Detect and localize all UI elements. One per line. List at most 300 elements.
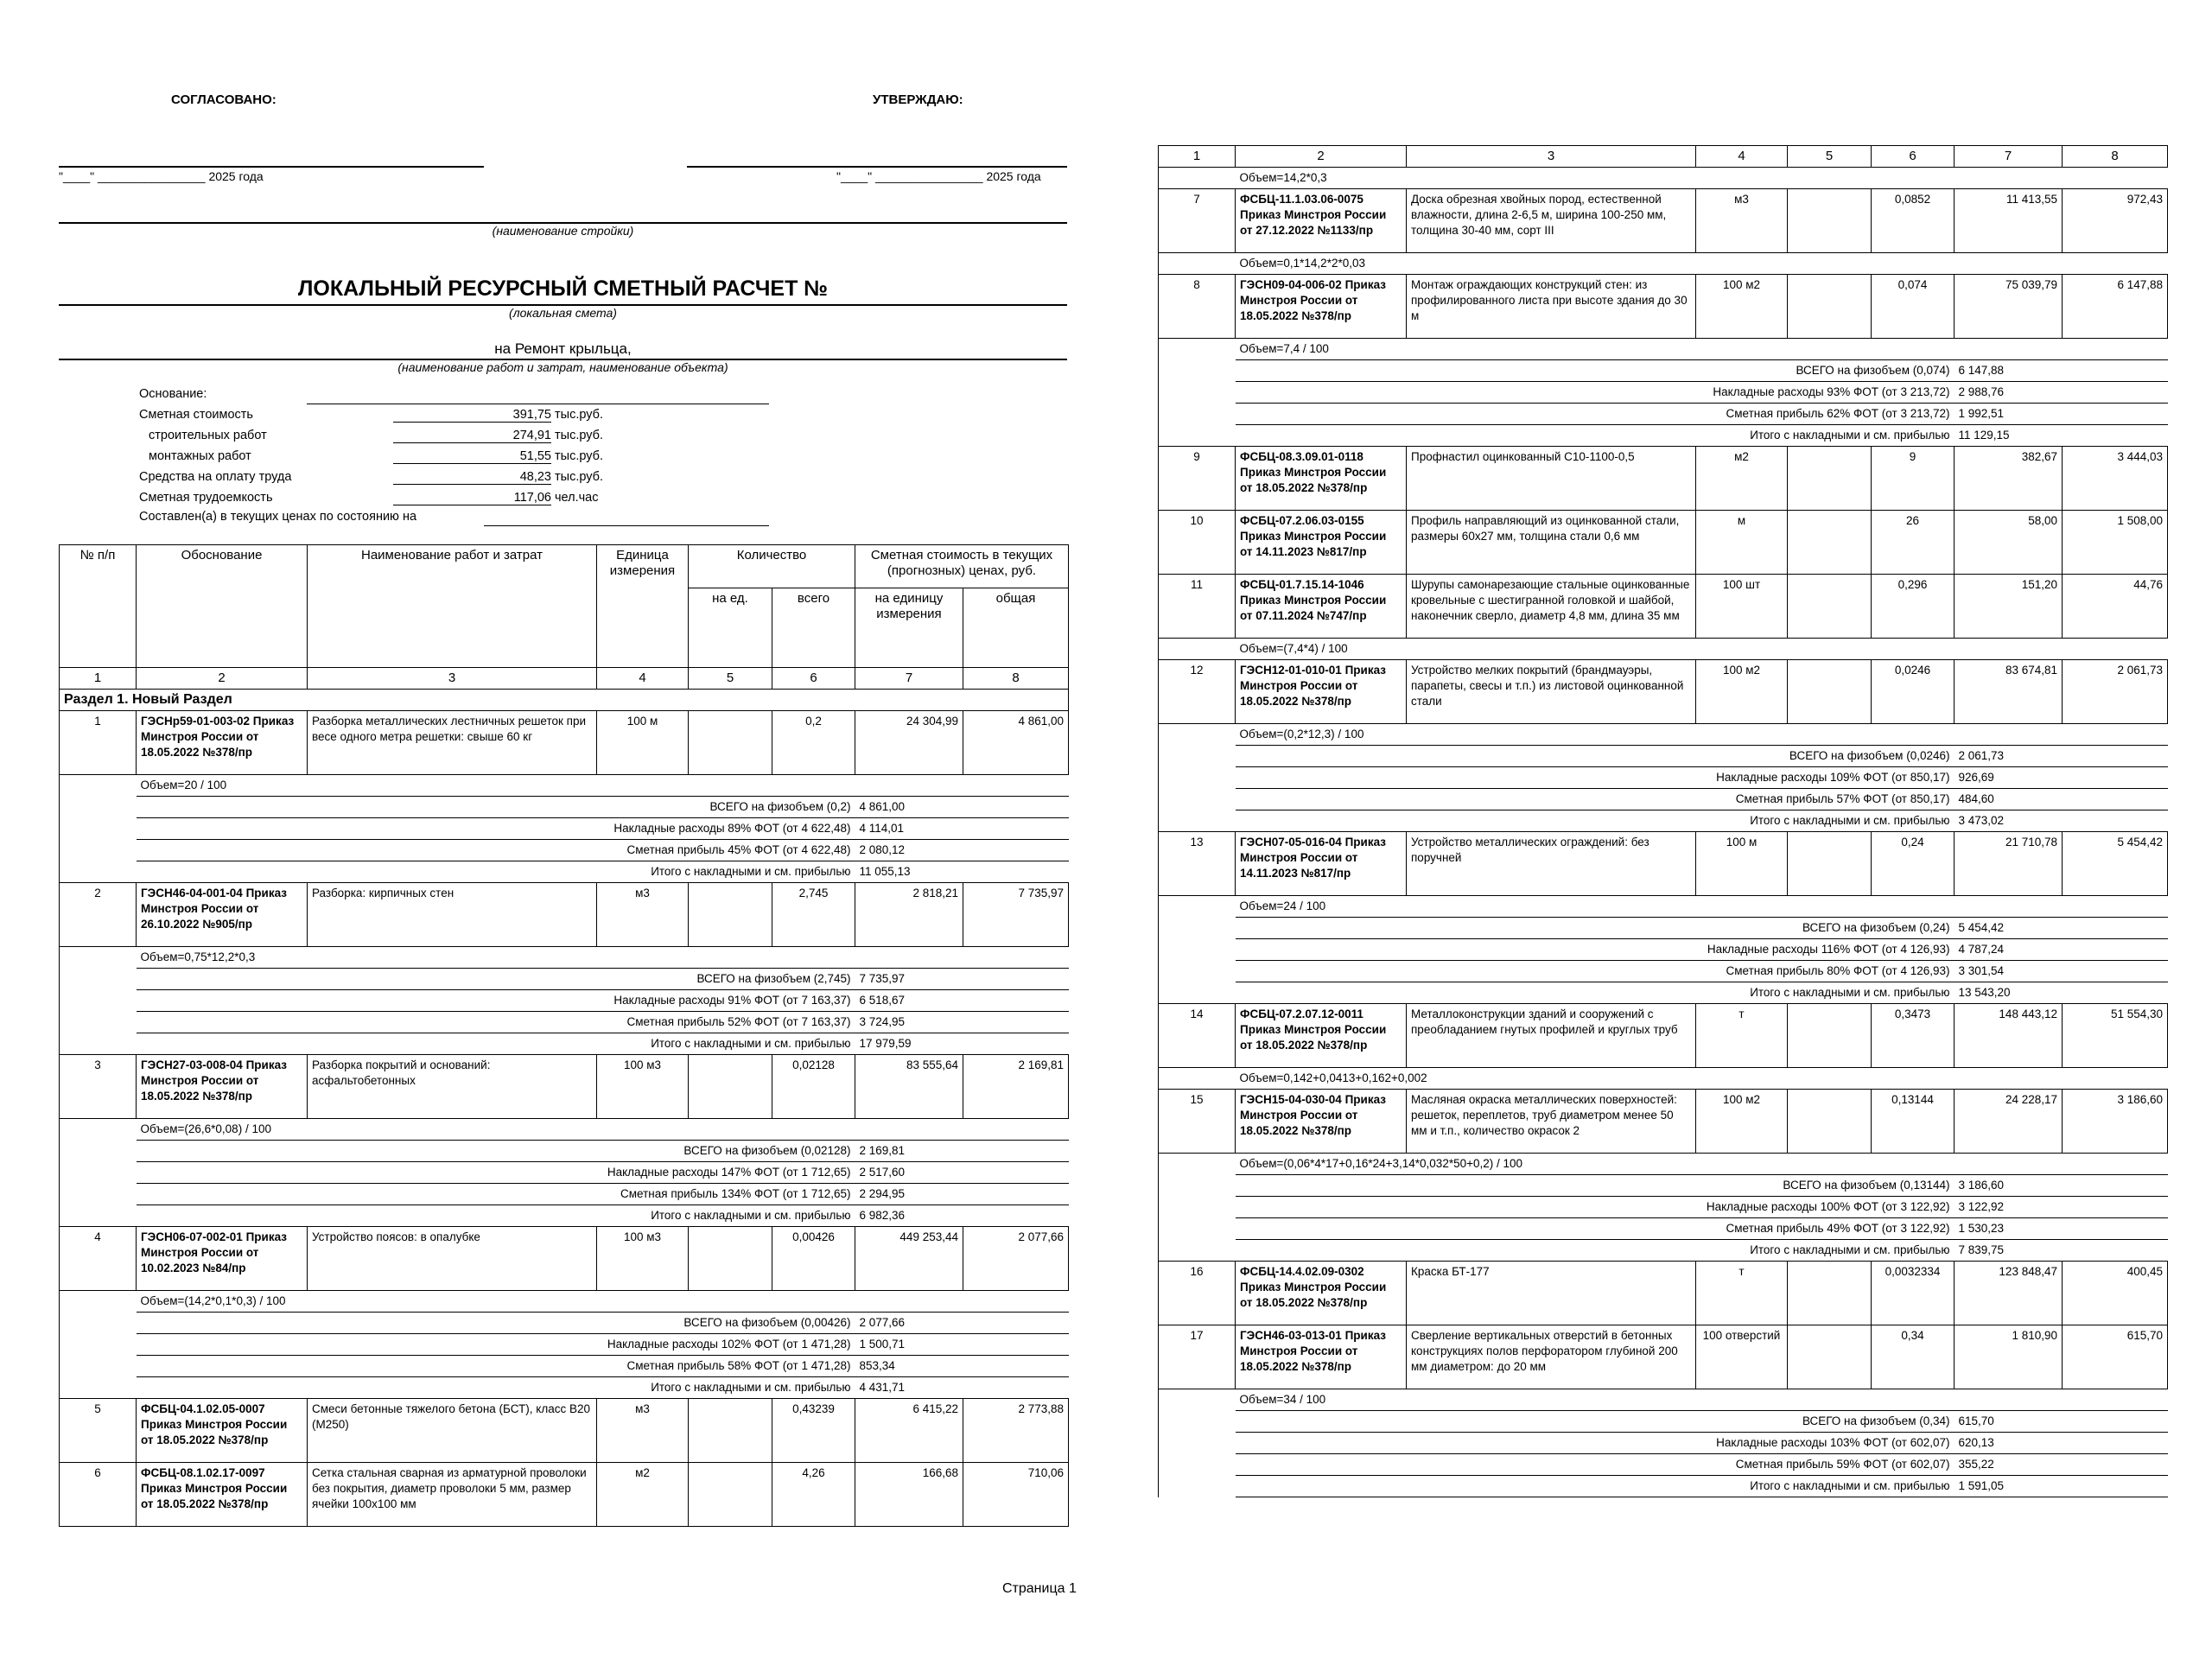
total-tail xyxy=(2063,746,2168,767)
column-number: 5 xyxy=(689,668,772,690)
total-row xyxy=(60,1356,1069,1377)
approve-label: УТВЕРЖДАЮ: xyxy=(873,92,963,107)
item-qty-per xyxy=(1788,1262,1872,1325)
total-tail xyxy=(2063,1454,2168,1476)
volume-text: Объем=7,4 / 100 xyxy=(1236,339,2168,360)
cost-unit: тыс.руб. xyxy=(555,408,603,422)
volume-lead xyxy=(1159,253,1236,275)
document-title: ЛОКАЛЬНЫЙ РЕСУРСНЫЙ СМЕТНЫЙ РАСЧЕТ № xyxy=(297,276,829,301)
header-qty: Количество xyxy=(689,545,855,588)
total-tail xyxy=(963,1033,1069,1055)
item-number: 11 xyxy=(1159,575,1236,639)
total-tail xyxy=(2063,1197,2168,1218)
item-unit: м3 xyxy=(597,1399,689,1463)
total-tail xyxy=(963,797,1069,818)
table-row xyxy=(1159,189,2168,253)
volume-lead xyxy=(60,775,137,883)
column-number: 2 xyxy=(137,668,308,690)
item-qty-total: 26 xyxy=(1872,511,1955,575)
header-cost-total: общая xyxy=(963,588,1069,668)
item-qty-per xyxy=(1788,1004,1872,1068)
mounting-unit: тыс.руб. xyxy=(555,449,603,463)
total-row xyxy=(60,1205,1069,1227)
item-qty-per xyxy=(689,1463,772,1527)
total-label: Итого с накладными и см. прибылью xyxy=(1236,1476,1955,1497)
total-label: ВСЕГО на физобъем (0,2) xyxy=(137,797,855,818)
item-price: 382,67 xyxy=(1955,447,2063,511)
total-tail xyxy=(2063,767,2168,789)
total-tail xyxy=(2063,1218,2168,1240)
table-row xyxy=(60,883,1069,947)
total-value: 2 080,12 xyxy=(855,840,963,861)
table-row xyxy=(1159,1262,2168,1325)
total-tail xyxy=(2063,918,2168,939)
item-price: 123 848,47 xyxy=(1955,1262,2063,1325)
volume-row xyxy=(1159,896,2168,918)
item-qty-per xyxy=(1788,832,1872,896)
total-label: ВСЕГО на физобъем (0,34) xyxy=(1236,1411,1955,1433)
table-row xyxy=(1159,511,2168,575)
item-basis: ГЭСН15-04-030-04 Приказ Минстроя России от 18.05.2022 №378/пр xyxy=(1236,1090,1407,1154)
cost-value: 391,75 xyxy=(393,408,551,423)
item-price: 2 818,21 xyxy=(855,883,963,947)
total-value: 6 518,67 xyxy=(855,990,963,1012)
total-label: Сметная прибыль 134% ФОТ (от 1 712,65) xyxy=(137,1184,855,1205)
volume-row xyxy=(1159,168,2168,189)
total-label: Сметная прибыль 62% ФОТ (от 3 213,72) xyxy=(1236,404,1955,425)
total-row xyxy=(1159,360,2168,382)
item-number: 9 xyxy=(1159,447,1236,511)
total-tail xyxy=(2063,810,2168,832)
total-value: 615,70 xyxy=(1955,1411,2063,1433)
total-value: 4 787,24 xyxy=(1955,939,2063,961)
total-label: ВСЕГО на физобъем (2,745) xyxy=(137,969,855,990)
item-qty-total: 4,26 xyxy=(772,1463,855,1527)
total-label: Накладные расходы 147% ФОТ (от 1 712,65) xyxy=(137,1162,855,1184)
total-value: 3 473,02 xyxy=(1955,810,2063,832)
item-unit: т xyxy=(1696,1004,1788,1068)
column-number: 4 xyxy=(1696,146,1788,168)
item-sum: 7 735,97 xyxy=(963,883,1069,947)
total-row xyxy=(1159,789,2168,810)
item-price: 58,00 xyxy=(1955,511,2063,575)
item-name: Разборка покрытий и оснований: асфальтобетонных xyxy=(308,1055,597,1119)
item-unit: 100 м2 xyxy=(1696,660,1788,724)
item-qty-per xyxy=(689,1399,772,1463)
item-qty-per xyxy=(1788,189,1872,253)
item-qty-total: 0,0852 xyxy=(1872,189,1955,253)
total-label: Сметная прибыль 80% ФОТ (от 4 126,93) xyxy=(1236,961,1955,982)
volume-row xyxy=(1159,253,2168,275)
item-qty-total: 0,296 xyxy=(1872,575,1955,639)
table-row xyxy=(1159,1004,2168,1068)
volume-lead xyxy=(1159,1154,1236,1262)
item-unit: 100 шт xyxy=(1696,575,1788,639)
item-price: 148 443,12 xyxy=(1955,1004,2063,1068)
item-basis: ФСБЦ-11.1.03.06-0075 Приказ Минстроя России от 27.12.2022 №1133/пр xyxy=(1236,189,1407,253)
item-basis: ФСБЦ-08.3.09.01-0118 Приказ Минстроя России от 18.05.2022 №378/пр xyxy=(1236,447,1407,511)
total-label: Накладные расходы 100% ФОТ (от 3 122,92) xyxy=(1236,1197,1955,1218)
item-price: 449 253,44 xyxy=(855,1227,963,1291)
item-unit: м3 xyxy=(1696,189,1788,253)
item-qty-per xyxy=(689,883,772,947)
item-sum: 2 061,73 xyxy=(2063,660,2168,724)
total-row xyxy=(1159,961,2168,982)
item-qty-total: 0,3473 xyxy=(1872,1004,1955,1068)
column-number: 6 xyxy=(1872,146,1955,168)
total-value: 2 077,66 xyxy=(855,1313,963,1334)
total-tail xyxy=(2063,789,2168,810)
item-number: 4 xyxy=(60,1227,137,1291)
total-label: Итого с накладными и см. прибылью xyxy=(1236,982,1955,1004)
total-label: ВСЕГО на физобъем (0,0246) xyxy=(1236,746,1955,767)
volume-lead xyxy=(1159,639,1236,660)
total-label: Сметная прибыль 49% ФОТ (от 3 122,92) xyxy=(1236,1218,1955,1240)
column-number: 3 xyxy=(1407,146,1696,168)
table-row xyxy=(60,1399,1069,1463)
total-row xyxy=(60,797,1069,818)
item-unit: м2 xyxy=(597,1463,689,1527)
total-row xyxy=(1159,1175,2168,1197)
total-value: 853,34 xyxy=(855,1356,963,1377)
total-value: 5 454,42 xyxy=(1955,918,2063,939)
item-name: Металлоконструкции зданий и сооружений с преобладанием гнутых профилей и круглых труб xyxy=(1407,1004,1696,1068)
total-row xyxy=(60,818,1069,840)
total-tail xyxy=(2063,382,2168,404)
volume-text: Объем=(26,6*0,08) / 100 xyxy=(137,1119,1069,1141)
item-qty-total: 0,43239 xyxy=(772,1399,855,1463)
total-value: 2 294,95 xyxy=(855,1184,963,1205)
construction-label: строительных работ xyxy=(149,429,267,442)
total-label: Накладные расходы 91% ФОТ (от 7 163,37) xyxy=(137,990,855,1012)
item-sum: 5 454,42 xyxy=(2063,832,2168,896)
item-sum: 2 773,88 xyxy=(963,1399,1069,1463)
total-tail xyxy=(2063,360,2168,382)
total-row xyxy=(60,969,1069,990)
item-sum: 710,06 xyxy=(963,1463,1069,1527)
total-value: 2 061,73 xyxy=(1955,746,2063,767)
item-qty-per xyxy=(1788,575,1872,639)
total-row xyxy=(1159,918,2168,939)
total-value: 3 186,60 xyxy=(1955,1175,2063,1197)
item-unit: 100 м xyxy=(1696,832,1788,896)
table-row xyxy=(60,711,1069,775)
date-right: "____" ________________ 2025 года xyxy=(836,169,1041,183)
item-qty-total: 0,24 xyxy=(1872,832,1955,896)
total-row xyxy=(60,1162,1069,1184)
table-row xyxy=(1159,575,2168,639)
total-label: ВСЕГО на физобъем (0,24) xyxy=(1236,918,1955,939)
total-tail xyxy=(2063,1240,2168,1262)
total-tail xyxy=(2063,1433,2168,1454)
volume-text: Объем=0,142+0,0413+0,162+0,002 xyxy=(1236,1068,2168,1090)
item-number: 5 xyxy=(60,1399,137,1463)
total-value: 4 861,00 xyxy=(855,797,963,818)
item-unit: 100 м2 xyxy=(1696,275,1788,339)
total-label: Сметная прибыль 57% ФОТ (от 850,17) xyxy=(1236,789,1955,810)
total-tail xyxy=(963,861,1069,883)
total-tail xyxy=(963,1377,1069,1399)
item-qty-per xyxy=(1788,275,1872,339)
header-basis: Обоснование xyxy=(137,545,308,668)
volume-text: Объем=20 / 100 xyxy=(137,775,1069,797)
total-row xyxy=(1159,404,2168,425)
total-label: Итого с накладными и см. прибылью xyxy=(137,1205,855,1227)
item-qty-total: 0,34 xyxy=(1872,1325,1955,1389)
total-tail xyxy=(2063,1411,2168,1433)
total-value: 6 982,36 xyxy=(855,1205,963,1227)
total-value: 2 517,60 xyxy=(855,1162,963,1184)
item-basis: ГЭСН09-04-006-02 Приказ Минстроя России от 18.05.2022 №378/пр xyxy=(1236,275,1407,339)
item-name: Масляная окраска металлических поверхностей: решеток, переплетов, труб диаметром менее 50 мм и т.п., количество окрасок 2 xyxy=(1407,1090,1696,1154)
total-tail xyxy=(963,1141,1069,1162)
mounting-label: монтажных работ xyxy=(149,449,251,463)
item-basis: ГЭСН06-07-002-01 Приказ Минстроя России от 10.02.2023 №84/пр xyxy=(137,1227,308,1291)
total-value: 17 979,59 xyxy=(855,1033,963,1055)
item-price: 21 710,78 xyxy=(1955,832,2063,896)
item-number: 6 xyxy=(60,1463,137,1527)
cost-label: Сметная стоимость xyxy=(139,408,253,422)
total-label: ВСЕГО на физобъем (0,00426) xyxy=(137,1313,855,1334)
item-name: Смеси бетонные тяжелого бетона (БСТ), класс В20 (М250) xyxy=(308,1399,597,1463)
total-value: 484,60 xyxy=(1955,789,2063,810)
item-basis: ФСБЦ-08.1.02.17-0097 Приказ Минстроя России от 18.05.2022 №378/пр xyxy=(137,1463,308,1527)
total-label: Сметная прибыль 52% ФОТ (от 7 163,37) xyxy=(137,1012,855,1033)
item-number: 15 xyxy=(1159,1090,1236,1154)
item-name: Профиль направляющий из оцинкованной стали, размеры 60х27 мм, толщина стали 0,6 мм xyxy=(1407,511,1696,575)
item-qty-per xyxy=(1788,447,1872,511)
total-label: Накладные расходы 89% ФОТ (от 4 622,48) xyxy=(137,818,855,840)
volume-lead xyxy=(1159,896,1236,1004)
total-row xyxy=(1159,1240,2168,1262)
basis-label: Основание: xyxy=(139,387,207,401)
item-basis: ФСБЦ-07.2.07.12-0011 Приказ Минстроя России от 18.05.2022 №378/пр xyxy=(1236,1004,1407,1068)
total-label: Итого с накладными и см. прибылью xyxy=(137,1033,855,1055)
total-row xyxy=(1159,1476,2168,1497)
item-qty-total: 0,074 xyxy=(1872,275,1955,339)
total-label: Итого с накладными и см. прибылью xyxy=(1236,810,1955,832)
item-price: 83 674,81 xyxy=(1955,660,2063,724)
total-value: 6 147,88 xyxy=(1955,360,2063,382)
item-sum: 4 861,00 xyxy=(963,711,1069,775)
column-number: 8 xyxy=(963,668,1069,690)
total-row xyxy=(60,861,1069,883)
wages-unit: тыс.руб. xyxy=(555,470,603,484)
item-sum: 972,43 xyxy=(2063,189,2168,253)
item-sum: 2 077,66 xyxy=(963,1227,1069,1291)
table-row xyxy=(1159,275,2168,339)
item-qty-per xyxy=(1788,1090,1872,1154)
item-unit: м2 xyxy=(1696,447,1788,511)
total-row xyxy=(60,1184,1069,1205)
volume-text: Объем=34 / 100 xyxy=(1236,1389,2168,1411)
total-value: 926,69 xyxy=(1955,767,2063,789)
volume-row xyxy=(60,1291,1069,1313)
table-row xyxy=(60,1227,1069,1291)
item-basis: ФСБЦ-14.4.02.09-0302 Приказ Минстроя России от 18.05.2022 №378/пр xyxy=(1236,1262,1407,1325)
column-number: 1 xyxy=(60,668,137,690)
item-qty-total: 0,13144 xyxy=(1872,1090,1955,1154)
column-number-row xyxy=(1159,146,2168,168)
total-tail xyxy=(2063,961,2168,982)
item-unit: т xyxy=(1696,1262,1788,1325)
total-label: Итого с накладными и см. прибылью xyxy=(137,1377,855,1399)
total-tail xyxy=(963,1356,1069,1377)
item-number: 14 xyxy=(1159,1004,1236,1068)
item-basis: ГЭСН46-04-001-04 Приказ Минстроя России от 26.10.2022 №905/пр xyxy=(137,883,308,947)
item-unit: м3 xyxy=(597,883,689,947)
item-price: 166,68 xyxy=(855,1463,963,1527)
item-name: Разборка: кирпичных стен xyxy=(308,883,597,947)
total-tail xyxy=(2063,1175,2168,1197)
column-number-row xyxy=(60,668,1069,690)
item-name: Монтаж ограждающих конструкций стен: из профилированного листа при высоте здания до 30 м xyxy=(1407,275,1696,339)
agreed-label: СОГЛАСОВАНО: xyxy=(171,92,276,107)
labor-value: 117,06 xyxy=(393,491,551,505)
item-number: 13 xyxy=(1159,832,1236,896)
item-basis: ГЭСН46-03-013-01 Приказ Минстроя России от 18.05.2022 №378/пр xyxy=(1236,1325,1407,1389)
total-label: Итого с накладными и см. прибылью xyxy=(1236,1240,1955,1262)
item-name: Доска обрезная хвойных пород, естественной влажности, длина 2-6,5 м, ширина 100-250 мм, толщина 30-40 мм, сорт III xyxy=(1407,189,1696,253)
item-unit: 100 м3 xyxy=(597,1227,689,1291)
total-tail xyxy=(963,1012,1069,1033)
item-qty-total: 0,0032334 xyxy=(1872,1262,1955,1325)
total-value: 355,22 xyxy=(1955,1454,2063,1476)
item-price: 11 413,55 xyxy=(1955,189,2063,253)
volume-row xyxy=(60,775,1069,797)
total-label: ВСЕГО на физобъем (0,13144) xyxy=(1236,1175,1955,1197)
item-qty-per xyxy=(689,1055,772,1119)
total-row xyxy=(1159,1218,2168,1240)
item-qty-per xyxy=(689,711,772,775)
total-tail xyxy=(963,840,1069,861)
object-name: на Ремонт крыльца, xyxy=(494,340,632,357)
volume-row xyxy=(1159,339,2168,360)
total-row xyxy=(60,1033,1069,1055)
volume-row xyxy=(1159,1154,2168,1175)
header-name: Наименование работ и затрат xyxy=(308,545,597,668)
total-label: Сметная прибыль 59% ФОТ (от 602,07) xyxy=(1236,1454,1955,1476)
total-row xyxy=(1159,982,2168,1004)
item-number: 17 xyxy=(1159,1325,1236,1389)
total-tail xyxy=(2063,939,2168,961)
construction-value: 274,91 xyxy=(393,429,551,443)
total-row xyxy=(1159,1433,2168,1454)
header-unit: Единица измерения xyxy=(597,545,689,668)
total-label: Накладные расходы 116% ФОТ (от 4 126,93) xyxy=(1236,939,1955,961)
header-cost: Сметная стоимость в текущих (прогнозных) ценах, руб. xyxy=(855,545,1069,588)
volume-lead xyxy=(1159,168,1236,189)
item-qty-per xyxy=(1788,660,1872,724)
total-tail xyxy=(963,818,1069,840)
item-price: 24 228,17 xyxy=(1955,1090,2063,1154)
mounting-value: 51,55 xyxy=(393,449,551,464)
table-row xyxy=(1159,832,2168,896)
item-price: 75 039,79 xyxy=(1955,275,2063,339)
column-number: 4 xyxy=(597,668,689,690)
table-row xyxy=(1159,660,2168,724)
column-number: 7 xyxy=(855,668,963,690)
item-number: 10 xyxy=(1159,511,1236,575)
item-sum: 3 444,03 xyxy=(2063,447,2168,511)
item-price: 83 555,64 xyxy=(855,1055,963,1119)
item-qty-per xyxy=(1788,511,1872,575)
item-qty-total: 2,745 xyxy=(772,883,855,947)
column-number: 1 xyxy=(1159,146,1236,168)
total-row xyxy=(1159,1197,2168,1218)
header-qty-per: на ед. xyxy=(689,588,772,668)
total-tail xyxy=(963,1313,1069,1334)
wages-value: 48,23 xyxy=(393,470,551,485)
item-sum: 44,76 xyxy=(2063,575,2168,639)
item-sum: 1 508,00 xyxy=(2063,511,2168,575)
date-left: "____" ________________ 2025 года xyxy=(59,169,264,183)
item-basis: ГЭСН27-03-008-04 Приказ Минстроя России от 18.05.2022 №378/пр xyxy=(137,1055,308,1119)
item-basis: ГЭСН12-01-010-01 Приказ Минстроя России от 18.05.2022 №378/пр xyxy=(1236,660,1407,724)
header-num: № п/п xyxy=(60,545,137,668)
item-name: Сверление вертикальных отверстий в бетонных конструкциях полов перфоратором глубиной 200 мм диаметром: до 20 мм xyxy=(1407,1325,1696,1389)
signature-line-right xyxy=(687,166,1067,168)
total-label: Итого с накладными и см. прибылью xyxy=(1236,425,1955,447)
total-value: 1 591,05 xyxy=(1955,1476,2063,1497)
volume-row xyxy=(60,1119,1069,1141)
volume-row xyxy=(1159,1389,2168,1411)
total-label: Сметная прибыль 45% ФОТ (от 4 622,48) xyxy=(137,840,855,861)
total-row xyxy=(1159,746,2168,767)
item-name: Профнастил оцинкованный С10-1100-0,5 xyxy=(1407,447,1696,511)
item-qty-total: 0,0246 xyxy=(1872,660,1955,724)
column-number: 3 xyxy=(308,668,597,690)
total-label: Накладные расходы 109% ФОТ (от 850,17) xyxy=(1236,767,1955,789)
total-value: 4 114,01 xyxy=(855,818,963,840)
estimate-table-right xyxy=(1158,145,2168,1497)
total-value: 3 122,92 xyxy=(1955,1197,2063,1218)
table-row xyxy=(1159,1090,2168,1154)
total-label: Накладные расходы 93% ФОТ (от 3 213,72) xyxy=(1236,382,1955,404)
volume-text: Объем=(0,2*12,3) / 100 xyxy=(1236,724,2168,746)
total-row xyxy=(60,840,1069,861)
total-row xyxy=(60,1012,1069,1033)
item-qty-total: 0,2 xyxy=(772,711,855,775)
construction-caption: (наименование стройки) xyxy=(492,224,634,238)
total-tail xyxy=(963,990,1069,1012)
item-qty-total: 9 xyxy=(1872,447,1955,511)
wages-label: Средства на оплату труда xyxy=(139,470,292,484)
total-tail xyxy=(2063,982,2168,1004)
item-sum: 6 147,88 xyxy=(2063,275,2168,339)
item-price: 1 810,90 xyxy=(1955,1325,2063,1389)
item-sum: 51 554,30 xyxy=(2063,1004,2168,1068)
total-value: 1 500,71 xyxy=(855,1334,963,1356)
total-label: ВСЕГО на физобъем (0,074) xyxy=(1236,360,1955,382)
total-label: Сметная прибыль 58% ФОТ (от 1 471,28) xyxy=(137,1356,855,1377)
volume-text: Объем=0,75*12,2*0,3 xyxy=(137,947,1069,969)
labor-unit: чел.час xyxy=(555,491,599,505)
item-name: Устройство поясов: в опалубке xyxy=(308,1227,597,1291)
total-value: 1 992,51 xyxy=(1955,404,2063,425)
total-value: 3 301,54 xyxy=(1955,961,2063,982)
item-number: 8 xyxy=(1159,275,1236,339)
signature-line-left xyxy=(59,166,484,168)
total-value: 13 543,20 xyxy=(1955,982,2063,1004)
total-tail xyxy=(963,1334,1069,1356)
item-qty-per xyxy=(689,1227,772,1291)
total-tail xyxy=(963,969,1069,990)
item-basis: ФСБЦ-07.2.06.03-0155 Приказ Минстроя России от 14.11.2023 №817/пр xyxy=(1236,511,1407,575)
item-qty-total: 0,02128 xyxy=(772,1055,855,1119)
total-label: ВСЕГО на физобъем (0,02128) xyxy=(137,1141,855,1162)
header-qty-total: всего xyxy=(772,588,855,668)
